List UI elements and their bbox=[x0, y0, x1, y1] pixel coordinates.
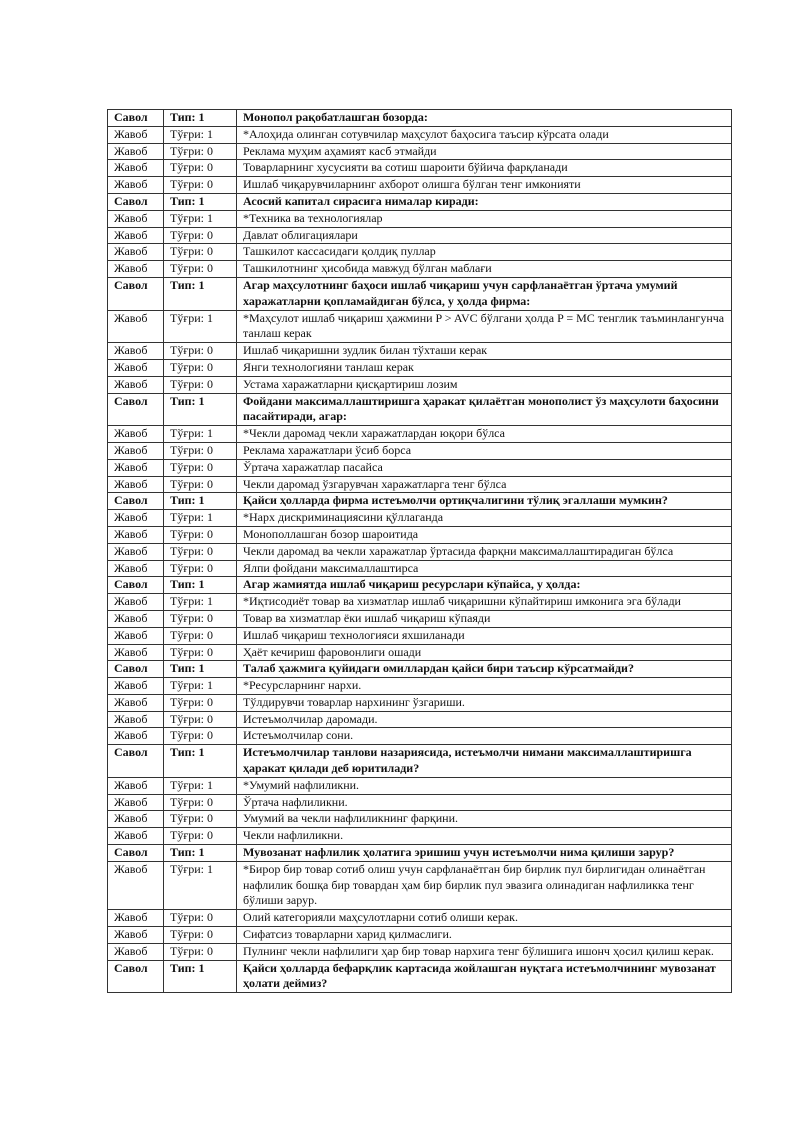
answer-text: *Техника ва технологиялар bbox=[237, 210, 732, 227]
answer-label: Жавоб bbox=[108, 343, 164, 360]
answer-correct-flag: Тўғри: 0 bbox=[164, 343, 237, 360]
answer-correct-flag: Тўғри: 0 bbox=[164, 459, 237, 476]
answer-row bbox=[108, 526, 732, 543]
answer-correct-flag: Тўғри: 0 bbox=[164, 943, 237, 960]
question-label: Савол bbox=[108, 960, 164, 993]
answer-row bbox=[108, 177, 732, 194]
answer-row bbox=[108, 143, 732, 160]
answer-text: Реклама муҳим аҳамият касб этмайди bbox=[237, 143, 732, 160]
question-label: Савол bbox=[108, 577, 164, 594]
answer-text: *Нарх дискриминациясини қўллаганда bbox=[237, 510, 732, 527]
question-type: Тип: 1 bbox=[164, 577, 237, 594]
answer-correct-flag: Тўғри: 0 bbox=[164, 811, 237, 828]
answer-text: Ташкилотнинг ҳисобида мавжуд бўлган маблағи bbox=[237, 261, 732, 278]
answer-row bbox=[108, 728, 732, 745]
answer-correct-flag: Тўғри: 0 bbox=[164, 359, 237, 376]
question-type: Тип: 1 bbox=[164, 193, 237, 210]
answer-text: *Умумий нафлиликни. bbox=[237, 777, 732, 794]
answer-text: *Чекли даромад чекли харажатлардан юқори бўлса bbox=[237, 426, 732, 443]
answer-correct-flag: Тўғри: 1 bbox=[164, 426, 237, 443]
answer-correct-flag: Тўғри: 1 bbox=[164, 210, 237, 227]
answer-row bbox=[108, 644, 732, 661]
answer-label: Жавоб bbox=[108, 811, 164, 828]
answer-correct-flag: Тўғри: 1 bbox=[164, 594, 237, 611]
answer-correct-flag: Тўғри: 0 bbox=[164, 560, 237, 577]
answer-row bbox=[108, 927, 732, 944]
answer-row bbox=[108, 244, 732, 261]
answer-text: Устама харажатларни қисқартириш лозим bbox=[237, 376, 732, 393]
answer-correct-flag: Тўғри: 1 bbox=[164, 126, 237, 143]
answer-label: Жавоб bbox=[108, 828, 164, 845]
answer-text: Олий категорияли маҳсулотларни сотиб олиши керак. bbox=[237, 910, 732, 927]
answer-row bbox=[108, 711, 732, 728]
answer-label: Жавоб bbox=[108, 376, 164, 393]
answer-row bbox=[108, 126, 732, 143]
question-text: Асосий капитал сирасига нималар киради: bbox=[237, 193, 732, 210]
answer-row bbox=[108, 210, 732, 227]
answer-label: Жавоб bbox=[108, 711, 164, 728]
answer-correct-flag: Тўғри: 0 bbox=[164, 442, 237, 459]
question-label: Савол bbox=[108, 110, 164, 127]
answer-row bbox=[108, 943, 732, 960]
answer-text: *Бирор бир товар сотиб олиш учун сарфланаётган бир бирлик пул бирлигидан олинаётган нафлилик бошқа бир товардан ҳам бир бирлик пул эвазига олинадиган нафлиликка тенг бўлиши зарур. bbox=[237, 861, 732, 909]
answer-text: Ишлаб чиқарувчиларнинг ахборот олишга бўлган тенг имконияти bbox=[237, 177, 732, 194]
answer-correct-flag: Тўғри: 1 bbox=[164, 861, 237, 909]
question-label: Савол bbox=[108, 845, 164, 862]
question-row bbox=[108, 960, 732, 993]
answer-text: Давлат облигациялари bbox=[237, 227, 732, 244]
question-label: Савол bbox=[108, 393, 164, 426]
answer-row bbox=[108, 861, 732, 909]
question-row bbox=[108, 577, 732, 594]
answer-label: Жавоб bbox=[108, 610, 164, 627]
answer-correct-flag: Тўғри: 0 bbox=[164, 143, 237, 160]
answer-text: Сифатсиз товарларни харид қилмаслиги. bbox=[237, 927, 732, 944]
answer-label: Жавоб bbox=[108, 126, 164, 143]
answer-text: Умумий ва чекли нафлиликнинг фарқини. bbox=[237, 811, 732, 828]
answer-text: Ўртача нафлиликни. bbox=[237, 794, 732, 811]
answer-text: Истеъмолчилар даромади. bbox=[237, 711, 732, 728]
answer-label: Жавоб bbox=[108, 910, 164, 927]
answer-row bbox=[108, 459, 732, 476]
answer-row bbox=[108, 310, 732, 343]
answer-label: Жавоб bbox=[108, 627, 164, 644]
question-type: Тип: 1 bbox=[164, 661, 237, 678]
question-text: Мувозанат нафлилик ҳолатига эришиш учун истеъмолчи нима қилиши зарур? bbox=[237, 845, 732, 862]
answer-correct-flag: Тўғри: 0 bbox=[164, 476, 237, 493]
answer-text: Янги технологияни танлаш керак bbox=[237, 359, 732, 376]
question-type: Тип: 1 bbox=[164, 393, 237, 426]
answer-label: Жавоб bbox=[108, 560, 164, 577]
answer-row bbox=[108, 359, 732, 376]
question-row bbox=[108, 745, 732, 778]
question-label: Савол bbox=[108, 745, 164, 778]
answer-label: Жавоб bbox=[108, 442, 164, 459]
answer-correct-flag: Тўғри: 0 bbox=[164, 794, 237, 811]
answer-correct-flag: Тўғри: 0 bbox=[164, 177, 237, 194]
answer-label: Жавоб bbox=[108, 927, 164, 944]
answer-correct-flag: Тўғри: 0 bbox=[164, 160, 237, 177]
question-type: Тип: 1 bbox=[164, 277, 237, 310]
answer-correct-flag: Тўғри: 1 bbox=[164, 510, 237, 527]
answer-label: Жавоб bbox=[108, 861, 164, 909]
answer-row bbox=[108, 543, 732, 560]
answer-correct-flag: Тўғри: 0 bbox=[164, 910, 237, 927]
answer-label: Жавоб bbox=[108, 210, 164, 227]
answer-label: Жавоб bbox=[108, 310, 164, 343]
question-text: Фойдани максималлаштиришга ҳаракат қилаётган монополист ўз маҳсулоти баҳосини пасайтиради, агар: bbox=[237, 393, 732, 426]
answer-label: Жавоб bbox=[108, 160, 164, 177]
answer-label: Жавоб bbox=[108, 244, 164, 261]
answer-row bbox=[108, 476, 732, 493]
answer-correct-flag: Тўғри: 0 bbox=[164, 526, 237, 543]
answer-row bbox=[108, 426, 732, 443]
question-type: Тип: 1 bbox=[164, 960, 237, 993]
answer-text: Пулнинг чекли нафлилиги ҳар бир товар нархига тенг бўлишига ишонч ҳосил қилиш керак. bbox=[237, 943, 732, 960]
answer-row bbox=[108, 910, 732, 927]
question-text: Агар маҳсулотнинг баҳоси ишлаб чиқариш учун сарфланаётган ўртача умумий харажатларни қопламайдиган бўлса, у ҳолда фирма: bbox=[237, 277, 732, 310]
question-text: Талаб ҳажмига қуйидаги омиллардан қайси бири таъсир кўрсатмайди? bbox=[237, 661, 732, 678]
answer-label: Жавоб bbox=[108, 510, 164, 527]
answer-text: Истеъмолчилар сони. bbox=[237, 728, 732, 745]
question-type: Тип: 1 bbox=[164, 745, 237, 778]
answer-label: Жавоб bbox=[108, 543, 164, 560]
answer-correct-flag: Тўғри: 0 bbox=[164, 227, 237, 244]
question-table-body bbox=[108, 110, 732, 993]
answer-correct-flag: Тўғри: 1 bbox=[164, 777, 237, 794]
answer-label: Жавоб bbox=[108, 728, 164, 745]
question-row bbox=[108, 661, 732, 678]
answer-label: Жавоб bbox=[108, 459, 164, 476]
answer-row bbox=[108, 376, 732, 393]
question-text: Қайси ҳолларда бефарқлик картасида жойлашган нуқтага истеъмолчининг мувозанат ҳолати деймиз? bbox=[237, 960, 732, 993]
answer-correct-flag: Тўғри: 0 bbox=[164, 728, 237, 745]
answer-text: *Алоҳида олинган сотувчилар маҳсулот баҳосига таъсир кўрсата олади bbox=[237, 126, 732, 143]
answer-text: Ўртача харажатлар пасайса bbox=[237, 459, 732, 476]
answer-correct-flag: Тўғри: 0 bbox=[164, 828, 237, 845]
question-row bbox=[108, 393, 732, 426]
question-row bbox=[108, 845, 732, 862]
answer-row bbox=[108, 442, 732, 459]
question-type: Тип: 1 bbox=[164, 493, 237, 510]
answer-correct-flag: Тўғри: 0 bbox=[164, 610, 237, 627]
answer-label: Жавоб bbox=[108, 143, 164, 160]
question-text: Истеъмолчилар танлови назариясида, истеъмолчи нимани максималлаштиришга ҳаракат қилади деб юритилади? bbox=[237, 745, 732, 778]
answer-row bbox=[108, 227, 732, 244]
answer-correct-flag: Тўғри: 1 bbox=[164, 678, 237, 695]
question-label: Савол bbox=[108, 277, 164, 310]
answer-row bbox=[108, 794, 732, 811]
answer-text: Чекли даромад ўзгарувчан харажатларга тенг бўлса bbox=[237, 476, 732, 493]
question-text: Монопол рақобатлашган бозорда: bbox=[237, 110, 732, 127]
question-row bbox=[108, 493, 732, 510]
answer-row bbox=[108, 694, 732, 711]
question-table bbox=[107, 109, 732, 993]
question-label: Савол bbox=[108, 493, 164, 510]
answer-row bbox=[108, 594, 732, 611]
answer-row bbox=[108, 811, 732, 828]
answer-correct-flag: Тўғри: 0 bbox=[164, 711, 237, 728]
answer-row bbox=[108, 828, 732, 845]
answer-label: Жавоб bbox=[108, 943, 164, 960]
answer-correct-flag: Тўғри: 0 bbox=[164, 644, 237, 661]
answer-correct-flag: Тўғри: 0 bbox=[164, 627, 237, 644]
answer-text: Ишлаб чиқариш технологияси яхшиланади bbox=[237, 627, 732, 644]
answer-correct-flag: Тўғри: 0 bbox=[164, 376, 237, 393]
answer-text: *Маҳсулот ишлаб чиқариш ҳажмини P > AVC бўлгани ҳолда P = MC тенглик таъминлангунча танлаш керак bbox=[237, 310, 732, 343]
answer-label: Жавоб bbox=[108, 261, 164, 278]
question-type: Тип: 1 bbox=[164, 845, 237, 862]
answer-text: Ялпи фойдани максималлаштирса bbox=[237, 560, 732, 577]
answer-label: Жавоб bbox=[108, 476, 164, 493]
answer-label: Жавоб bbox=[108, 227, 164, 244]
answer-label: Жавоб bbox=[108, 694, 164, 711]
answer-text: Ҳаёт кечириш фаровонлиги ошади bbox=[237, 644, 732, 661]
answer-row bbox=[108, 160, 732, 177]
question-row bbox=[108, 110, 732, 127]
question-text: Агар жамиятда ишлаб чиқариш ресурслари кўпайса, у ҳолда: bbox=[237, 577, 732, 594]
answer-text: *Ресурсларнинг нархи. bbox=[237, 678, 732, 695]
answer-label: Жавоб bbox=[108, 594, 164, 611]
answer-text: Чекли даромад ва чекли харажатлар ўртасида фарқни максималлаштирадиган бўлса bbox=[237, 543, 732, 560]
answer-label: Жавоб bbox=[108, 644, 164, 661]
answer-text: Товарларнинг хусусияти ва сотиш шароити бўйича фарқланади bbox=[237, 160, 732, 177]
answer-label: Жавоб bbox=[108, 426, 164, 443]
answer-text: Ташкилот кассасидаги қолдиқ пуллар bbox=[237, 244, 732, 261]
answer-correct-flag: Тўғри: 0 bbox=[164, 694, 237, 711]
answer-row bbox=[108, 510, 732, 527]
answer-correct-flag: Тўғри: 1 bbox=[164, 310, 237, 343]
answer-label: Жавоб bbox=[108, 359, 164, 376]
answer-label: Жавоб bbox=[108, 177, 164, 194]
answer-row bbox=[108, 610, 732, 627]
answer-text: Реклама харажатлари ўсиб борса bbox=[237, 442, 732, 459]
answer-row bbox=[108, 777, 732, 794]
question-label: Савол bbox=[108, 661, 164, 678]
answer-correct-flag: Тўғри: 0 bbox=[164, 244, 237, 261]
answer-row bbox=[108, 343, 732, 360]
answer-correct-flag: Тўғри: 0 bbox=[164, 261, 237, 278]
question-row bbox=[108, 277, 732, 310]
question-label: Савол bbox=[108, 193, 164, 210]
answer-label: Жавоб bbox=[108, 794, 164, 811]
answer-row bbox=[108, 560, 732, 577]
answer-label: Жавоб bbox=[108, 526, 164, 543]
answer-row bbox=[108, 627, 732, 644]
answer-text: Товар ва хизматлар ёки ишлаб чиқариш кўпаяди bbox=[237, 610, 732, 627]
answer-label: Жавоб bbox=[108, 777, 164, 794]
question-text: Қайси ҳолларда фирма истеъмолчи ортиқчалигини тўлиқ эгаллаши мумкин? bbox=[237, 493, 732, 510]
answer-text: Чекли нафлиликни. bbox=[237, 828, 732, 845]
answer-row bbox=[108, 261, 732, 278]
answer-correct-flag: Тўғри: 0 bbox=[164, 927, 237, 944]
question-row bbox=[108, 193, 732, 210]
answer-correct-flag: Тўғри: 0 bbox=[164, 543, 237, 560]
answer-text: *Иқтисодиёт товар ва хизматлар ишлаб чиқаришни кўпайтириш имконига эга бўлади bbox=[237, 594, 732, 611]
question-type: Тип: 1 bbox=[164, 110, 237, 127]
answer-text: Монополлашган бозор шароитида bbox=[237, 526, 732, 543]
answer-text: Тўлдирувчи товарлар нархининг ўзгариши. bbox=[237, 694, 732, 711]
answer-label: Жавоб bbox=[108, 678, 164, 695]
answer-text: Ишлаб чиқаришни зудлик билан тўхташи керак bbox=[237, 343, 732, 360]
answer-row bbox=[108, 678, 732, 695]
